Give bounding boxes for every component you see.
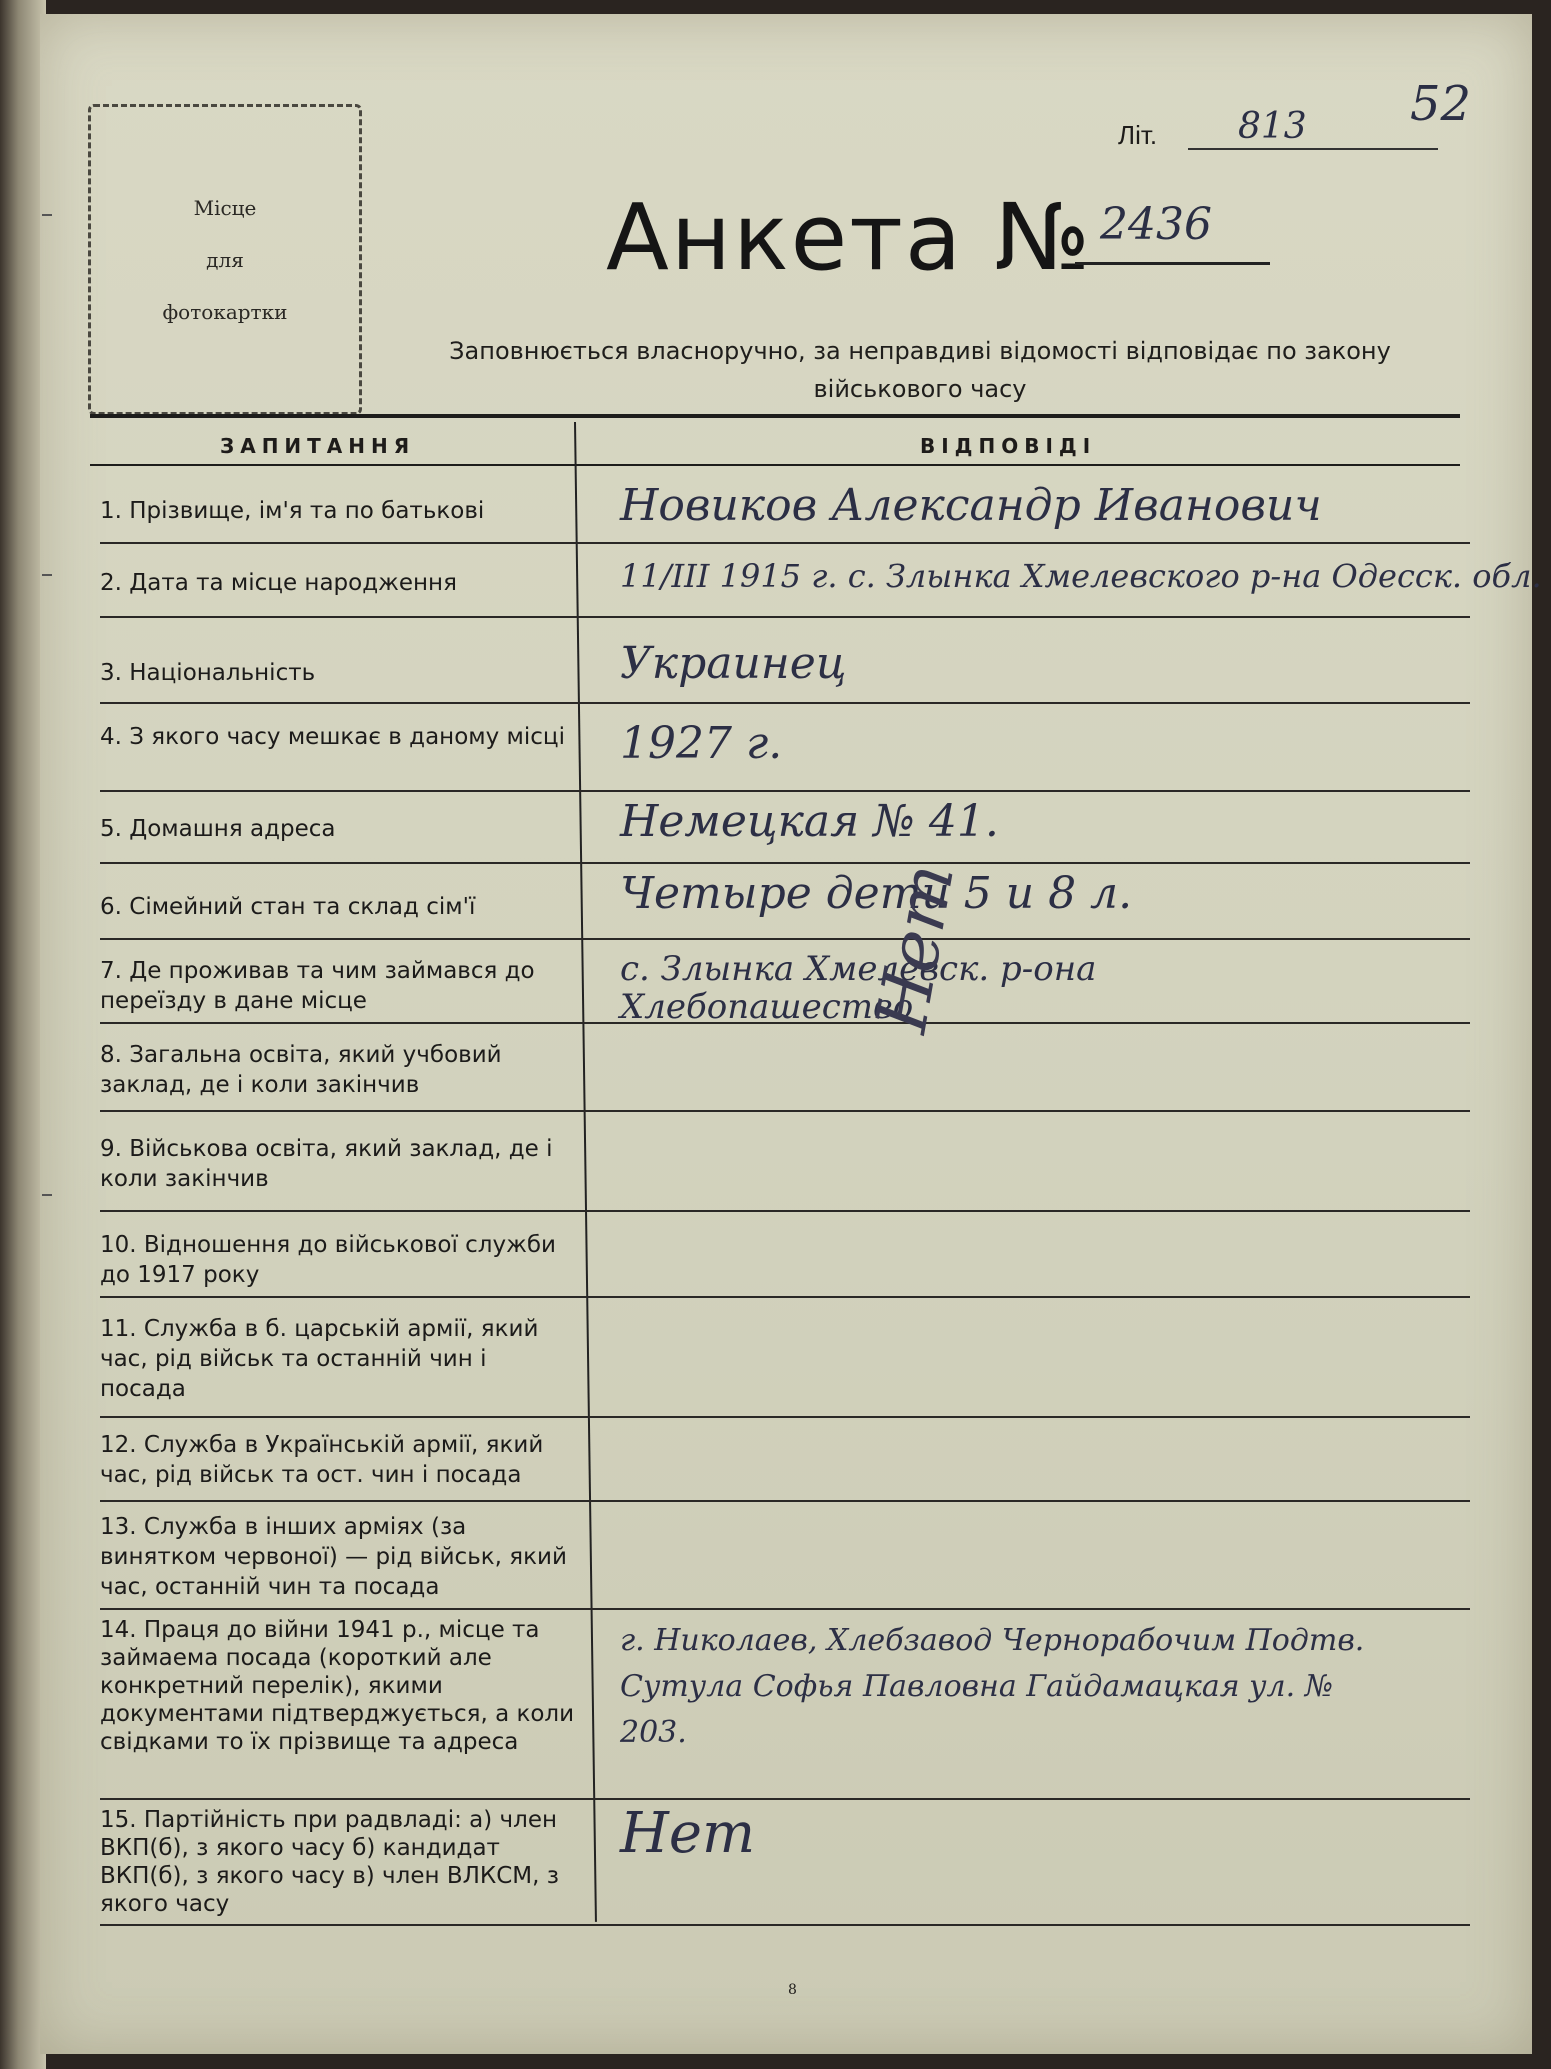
lit-underline: [1188, 148, 1438, 150]
answer-value: 1927 г.: [620, 718, 783, 769]
stitch-mark: [42, 214, 52, 216]
answer-value: Четыре дети 5 и 8 л.: [620, 868, 1133, 919]
row-divider: [100, 1296, 1470, 1298]
row-divider: [100, 1416, 1470, 1418]
question-label: 1. Прізвище, ім'я та по батькові: [100, 498, 485, 524]
form-number-underline: [1075, 262, 1270, 265]
lit-field: [1118, 106, 1448, 152]
row-divider: [100, 616, 1470, 618]
question-label: 3. Національність: [100, 660, 316, 686]
photo-box-line-2: для: [206, 247, 244, 272]
row-divider: [100, 862, 1470, 864]
question-label: 12. Служба в Українській армії, який час, рід військ та ост. чин і посада: [100, 1432, 544, 1488]
column-header-questions: ЗАПИТАННЯ: [220, 434, 416, 458]
question-label: 13. Служба в інших арміях (за винятком червоної) — рід військ, який час, останній чин та посада: [100, 1514, 567, 1600]
answer-value: Нет: [620, 1801, 756, 1866]
answer-value: г. Николаев, Хлебзавод Чернорабочим Подтв. Сутула Софья Павловна Гайдамацкая ул. № 203.: [620, 1623, 1365, 1750]
question-label: 14. Праця до війни 1941 р., місце та займаема посада (короткий але конкретний перелік), якими документами підтверджується, а коли свідками то їх прізвище та адреса: [100, 1617, 575, 1755]
answer-value: Немецкая № 41.: [620, 796, 999, 847]
question-label: 2. Дата та місце народження: [100, 570, 457, 596]
photo-box-line-1: Місце: [193, 195, 257, 220]
lit-value: 813: [1238, 106, 1307, 147]
row-divider: [100, 702, 1470, 704]
answer-value: Новиков Александр Иванович: [620, 480, 1322, 531]
sheet-number: 52: [1410, 76, 1472, 132]
row-divider: [100, 1924, 1470, 1926]
question-label: 10. Відношення до військової служби до 1917 року: [100, 1232, 556, 1288]
question-label: 5. Домашня адреса: [100, 816, 336, 842]
form-subtitle: Заповнюється власноручно, за неправдиві відомості відповідає по закону військового часу: [449, 337, 1391, 403]
answer-value: 11/III 1915 г. с. Злынка Хмелевского р-на Одесск. обл.: [620, 557, 1542, 595]
lit-label: Літ.: [1118, 120, 1158, 150]
question-label: 4. З якого часу мешкає в даному місці: [100, 724, 565, 750]
question-label: 7. Де проживав та чим займався до переїзду в дане місце: [100, 958, 535, 1014]
page-number: 8: [788, 1982, 797, 1998]
answer-value: с. Злынка Хмелевск. р-она Хлебопашество: [620, 949, 1097, 1027]
photo-box-line-3: фотокартки: [162, 299, 288, 324]
column-header-rule: [90, 464, 1460, 466]
question-label: 9. Військова освіта, який заклад, де і коли закінчив: [100, 1136, 553, 1192]
stitch-mark: [42, 1194, 52, 1196]
question-label: 11. Служба в б. царській армії, який час, рід військ та останній чин і посада: [100, 1316, 539, 1402]
diagonal-answer: Нет: [860, 857, 971, 1039]
row-divider: [100, 1798, 1470, 1800]
form-number: 2436: [1100, 199, 1212, 250]
column-header-answers: ВІДПОВІДІ: [920, 434, 1097, 458]
question-label: 8. Загальна освіта, який учбовий заклад, де і коли закінчив: [100, 1042, 502, 1098]
row-divider: [100, 1608, 1470, 1610]
row-divider: [100, 1500, 1470, 1502]
question-label: 15. Партійність при радвладі: а) член ВКП(б), з якого часу б) кандидат ВКП(б), з якого часу в) член ВЛКСМ, з якого часу: [100, 1807, 560, 1917]
header-rule: [90, 414, 1460, 418]
question-label: 6. Сімейний стан та склад сім'ї: [100, 894, 476, 920]
form-title: Анкета №: [606, 184, 1093, 291]
answer-value: Украинец: [620, 638, 847, 689]
row-divider: [100, 790, 1470, 792]
row-divider: [100, 542, 1470, 544]
row-divider: [100, 938, 1470, 940]
row-divider: [100, 1110, 1470, 1112]
photo-placeholder-box: [88, 104, 362, 415]
questionnaire-page: [40, 14, 1542, 2054]
row-divider: [100, 1210, 1470, 1212]
stitch-mark: [42, 574, 52, 576]
row-divider: [100, 1022, 1470, 1024]
